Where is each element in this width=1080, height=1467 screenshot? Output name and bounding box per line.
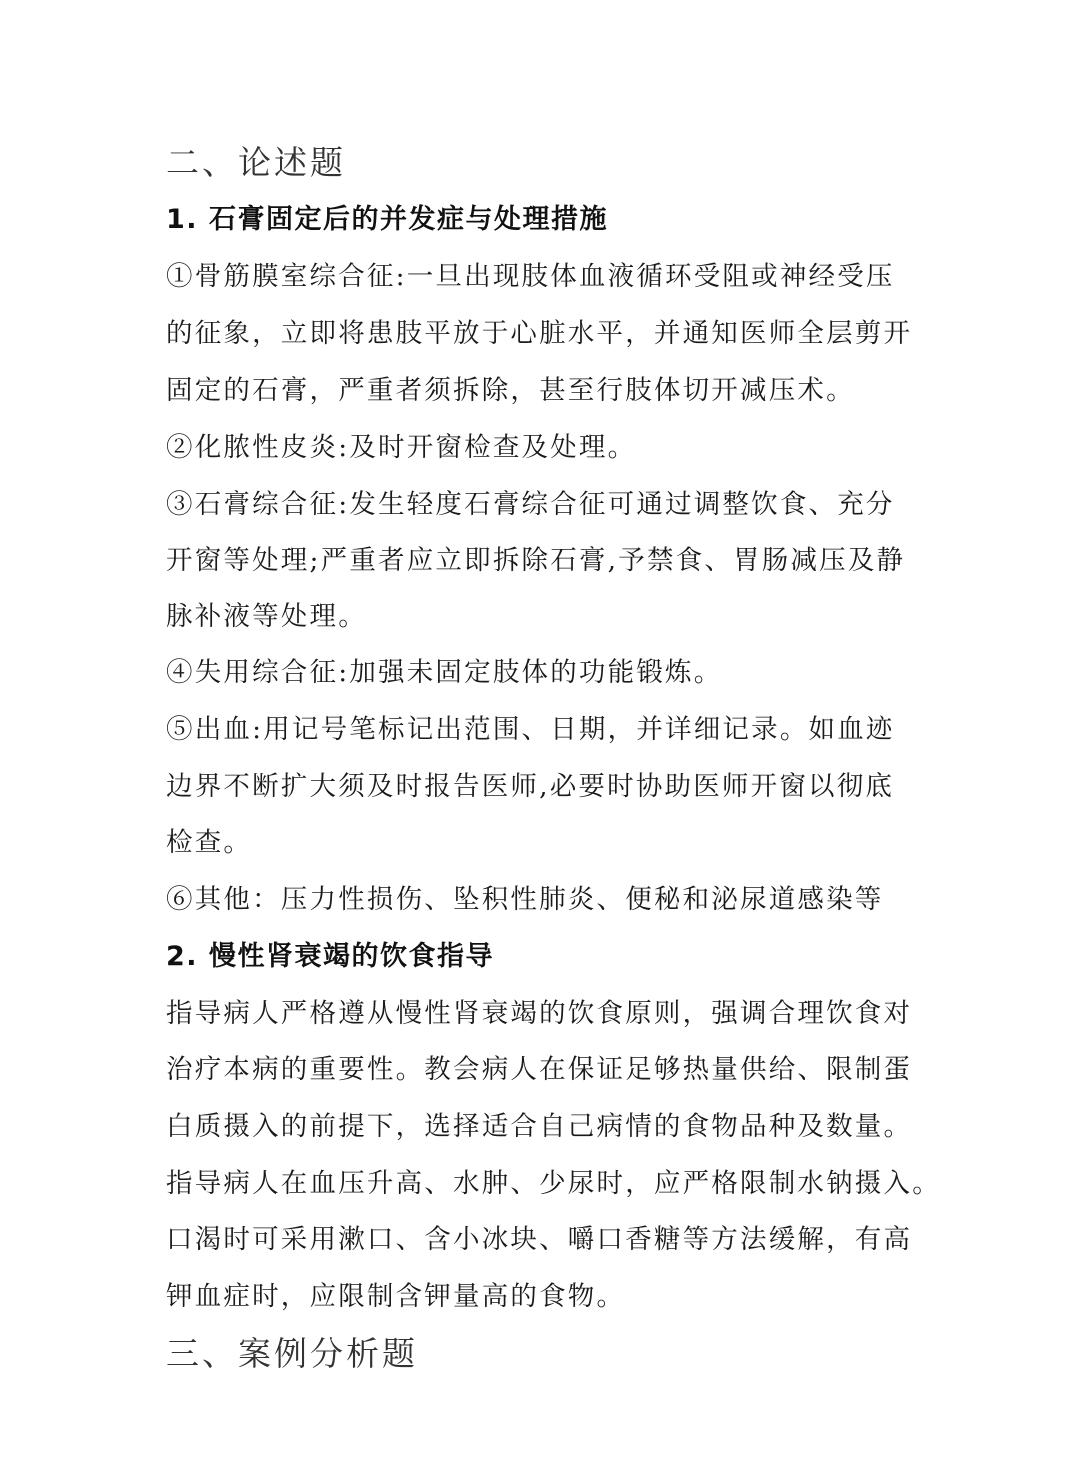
q1-line: ②化脓性皮炎:及时开窗检查及处理。: [166, 432, 637, 463]
question-1-title: 1. 石膏固定后的并发症与处理措施: [166, 204, 608, 235]
q1-line: ①骨筋膜室综合征:一旦出现肢体血液循环受阻或神经受压: [166, 261, 895, 292]
q2-line: 口渴时可采用漱口、含小冰块、嚼口香糖等方法缓解，有高: [166, 1224, 913, 1255]
q2-line: 指导病人在血压升高、水肿、少尿时，应严格限制水钠摄入。: [166, 1168, 941, 1199]
q1-line: 边界不断扩大须及时报告医师,必要时协助医师开窗以彻底: [166, 771, 895, 802]
q2-line: 指导病人严格遵从慢性肾衰竭的饮食原则，强调合理饮食对: [166, 998, 913, 1029]
q1-line: ⑤出血:用记号笔标记出范围、日期，并详细记录。如血迹: [166, 714, 895, 745]
q1-line: ④失用综合征:加强未固定肢体的功能锻炼。: [166, 657, 723, 688]
section-heading-case-analysis: 三、案例分析题: [166, 1334, 418, 1373]
q2-line: 钾血症时，应限制含钾量高的食物。: [166, 1281, 626, 1312]
q2-line: 治疗本病的重要性。教会病人在保证足够热量供给、限制蛋: [166, 1054, 913, 1085]
q1-line: 检查。: [166, 827, 253, 858]
q1-line: 脉补液等处理。: [166, 601, 367, 632]
question-2-title: 2. 慢性肾衰竭的饮食指导: [166, 941, 494, 972]
q1-line: 的征象，立即将患肢平放于心脏水平，并通知医师全层剪开: [166, 318, 913, 349]
q2-line: 白质摄入的前提下，选择适合自己病情的食物品种及数量。: [166, 1111, 913, 1142]
section-heading-essay: 二、论述题: [166, 143, 346, 182]
q1-line: 开窗等处理;严重者应立即拆除石膏,予禁食、胃肠减压及静: [166, 545, 906, 576]
q1-line: ⑥其他：压力性损伤、坠积性肺炎、便秘和泌尿道感染等: [166, 884, 884, 915]
q1-line: 固定的石膏，严重者须拆除，甚至行肢体切开减压术。: [166, 375, 855, 406]
q1-line: ③石膏综合征:发生轻度石膏综合征可通过调整饮食、充分: [166, 489, 895, 520]
